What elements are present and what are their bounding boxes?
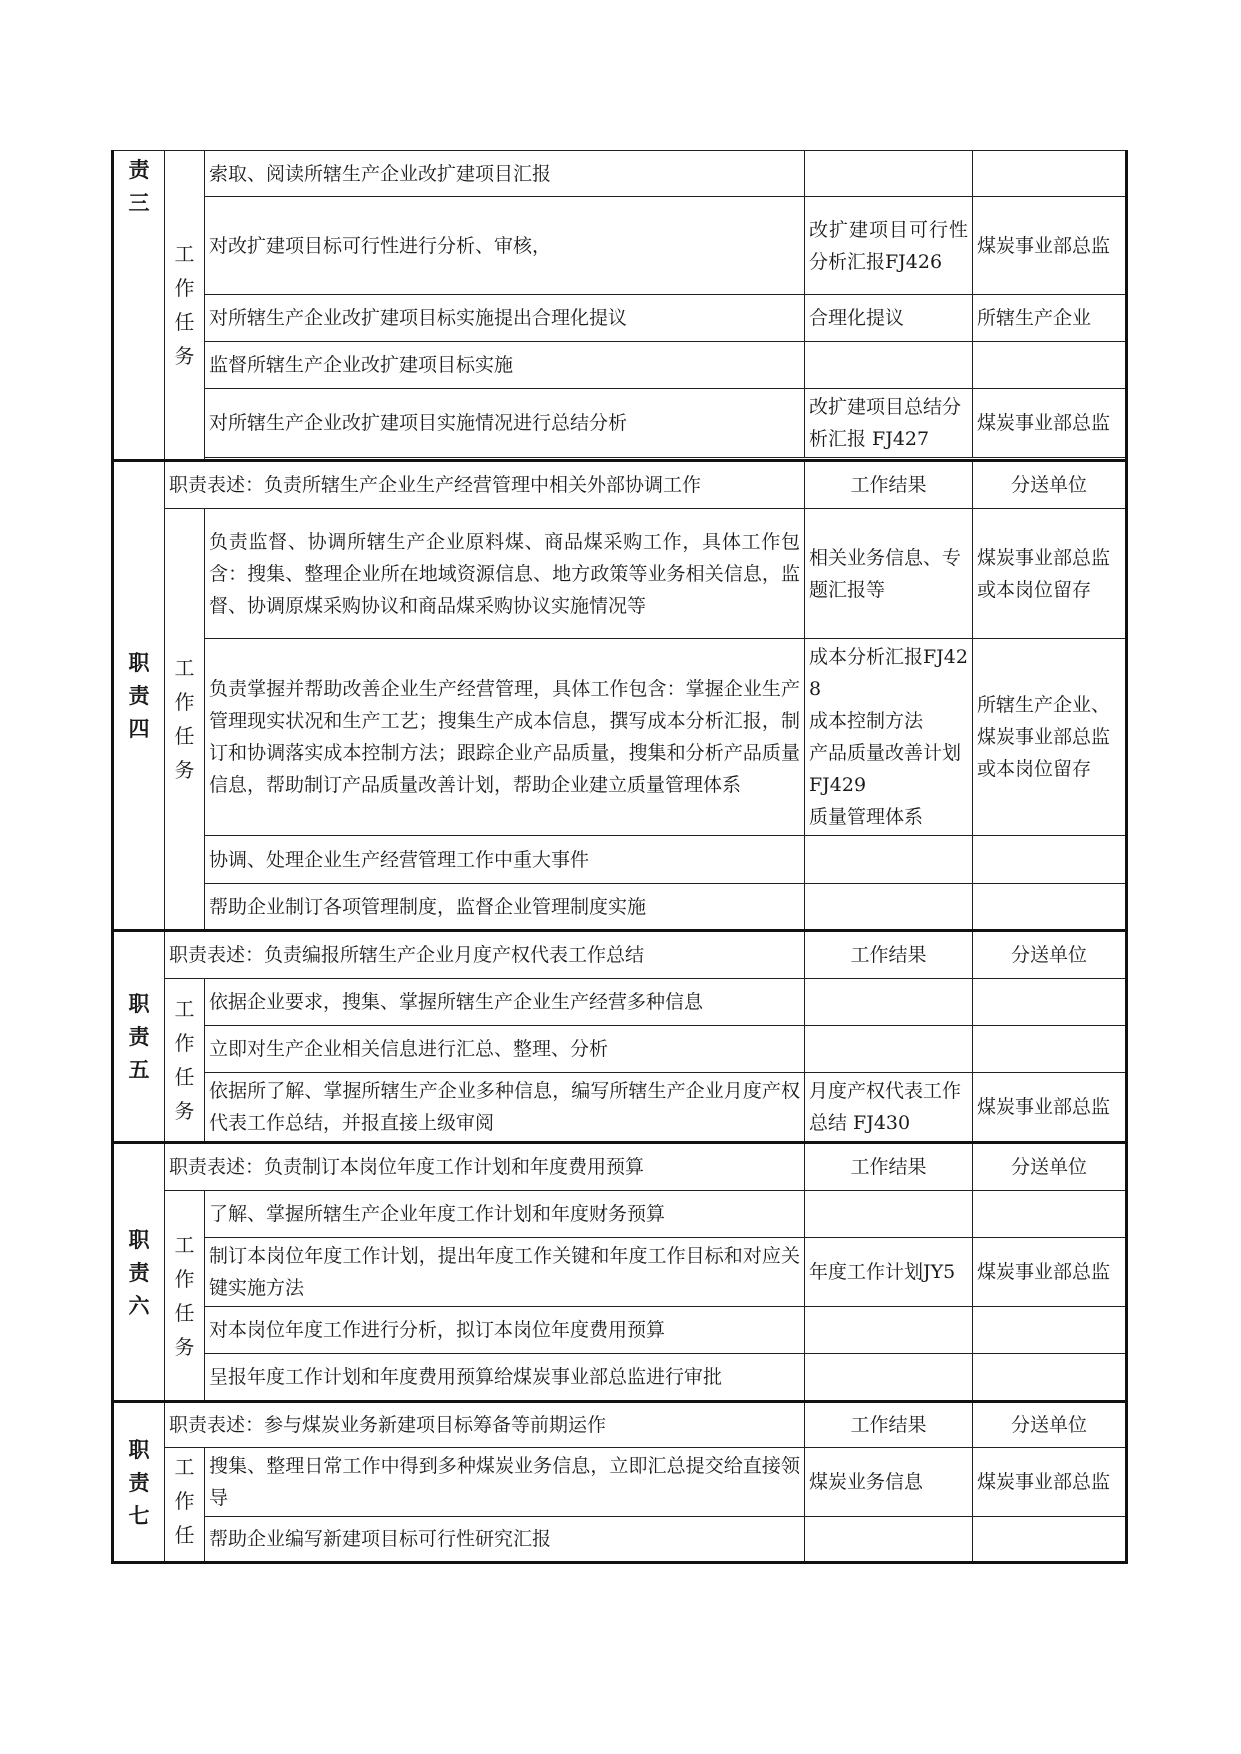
duty-description: 职责表述：参与煤炭业务新建项目标筹备等前期运作 xyxy=(165,1402,805,1448)
duty-description: 职责表述：负责所辖生产企业生产经营管理中相关外部协调工作 xyxy=(165,461,805,509)
task-cell: 对所辖生产企业改扩建项目实施情况进行总结分析 xyxy=(205,389,805,458)
task-cell: 对本岗位年度工作进行分析，拟订本岗位年度费用预算 xyxy=(205,1307,805,1354)
recipient-cell: 煤炭事业部总监 xyxy=(973,1073,1127,1143)
result-cell xyxy=(805,836,973,884)
task-label: 工作任务 xyxy=(165,151,205,461)
task-cell: 呈报年度工作计划和年度费用预算给煤炭事业部总监进行审批 xyxy=(205,1354,805,1402)
duty-table-page xyxy=(111,150,1125,1564)
task-cell: 依据所了解、掌握所辖生产企业多种信息，编写所辖生产企业月度产权代表工作总结，并报直接上级审阅 xyxy=(205,1073,805,1143)
result-header: 工作结果 xyxy=(805,461,973,509)
task-cell: 制订本岗位年度工作计划，提出年度工作关键和年度工作目标和对应关键实施方法 xyxy=(205,1238,805,1307)
result-cell xyxy=(805,151,973,197)
task-cell: 依据企业要求，搜集、掌握所辖生产企业生产经营多种信息 xyxy=(205,979,805,1026)
task-label: 工作任务 xyxy=(165,509,205,931)
recipient-cell xyxy=(973,1354,1127,1402)
duty-label: 职责七 xyxy=(113,1402,165,1563)
task-cell: 索取、阅读所辖生产企业改扩建项目汇报 xyxy=(205,151,805,197)
recipient-cell: 煤炭事业部总监或本岗位留存 xyxy=(973,509,1127,639)
recipient-header: 分送单位 xyxy=(973,1143,1127,1191)
recipient-cell xyxy=(973,1026,1127,1073)
result-cell: 合理化提议 xyxy=(805,295,973,342)
recipient-cell: 煤炭事业部总监 xyxy=(973,1238,1127,1307)
task-cell: 帮助企业编写新建项目标可行性研究汇报 xyxy=(205,1517,805,1563)
result-cell: 成本分析汇报FJ428 成本控制方法 产品质量改善计划 FJ429 质量管理体系 xyxy=(805,639,973,836)
task-cell: 对所辖生产企业改扩建项目标实施提出合理化提议 xyxy=(205,295,805,342)
result-cell xyxy=(805,1191,973,1238)
task-cell: 立即对生产企业相关信息进行汇总、整理、分析 xyxy=(205,1026,805,1073)
duty-label: 职责五 xyxy=(113,931,165,1143)
result-header: 工作结果 xyxy=(805,931,973,979)
result-header: 工作结果 xyxy=(805,1402,973,1448)
task-label: 工作任 xyxy=(165,1448,205,1563)
recipient-cell: 所辖生产企业、煤炭事业部总监或本岗位留存 xyxy=(973,639,1127,836)
result-cell xyxy=(805,1517,973,1563)
result-cell xyxy=(805,1026,973,1073)
task-cell: 监督所辖生产企业改扩建项目标实施 xyxy=(205,342,805,389)
result-cell: 改扩建项目总结分析汇报 FJ427 xyxy=(805,389,973,458)
recipient-cell xyxy=(973,342,1127,389)
recipient-cell: 煤炭事业部总监 xyxy=(973,197,1127,295)
result-cell: 年度工作计划JY5 xyxy=(805,1238,973,1307)
duty-label: 职责四 xyxy=(113,461,165,931)
result-header: 工作结果 xyxy=(805,1143,973,1191)
result-cell: 改扩建项目可行性分析汇报FJ426 xyxy=(805,197,973,295)
task-cell: 负责掌握并帮助改善企业生产经营管理，具体工作包含：掌握企业生产管理现实状况和生产工艺；搜集生产成本信息，撰写成本分析汇报，制订和协调落实成本控制方法；跟踪企业产品质量，搜集和分析产品质量信息，帮助制订产品质量改善计划，帮助企业建立质量管理体系 xyxy=(205,639,805,836)
task-cell: 帮助企业制订各项管理制度，监督企业管理制度实施 xyxy=(205,884,805,931)
task-cell: 了解、掌握所辖生产企业年度工作计划和年度财务预算 xyxy=(205,1191,805,1238)
recipient-cell: 煤炭事业部总监 xyxy=(973,389,1127,458)
task-cell: 搜集、整理日常工作中得到多种煤炭业务信息，立即汇总提交给直接领导 xyxy=(205,1448,805,1517)
result-cell xyxy=(805,1354,973,1402)
recipient-cell xyxy=(973,1307,1127,1354)
task-cell: 负责监督、协调所辖生产企业原料煤、商品煤采购工作，具体工作包含：搜集、整理企业所在地域资源信息、地方政策等业务相关信息，监督、协调原煤采购协议和商品煤采购协议实施情况等 xyxy=(205,509,805,639)
recipient-cell xyxy=(973,884,1127,931)
recipient-header: 分送单位 xyxy=(973,931,1127,979)
recipient-cell xyxy=(973,836,1127,884)
result-cell xyxy=(805,884,973,931)
result-cell xyxy=(805,979,973,1026)
recipient-cell xyxy=(973,979,1127,1026)
duty-table xyxy=(111,150,1128,1564)
duty-label: 责三 xyxy=(113,151,165,461)
recipient-cell: 所辖生产企业 xyxy=(973,295,1127,342)
recipient-cell xyxy=(973,1191,1127,1238)
task-label: 工作任务 xyxy=(165,1191,205,1402)
duty-label: 职责六 xyxy=(113,1143,165,1402)
result-cell xyxy=(805,342,973,389)
recipient-header: 分送单位 xyxy=(973,1402,1127,1448)
recipient-cell: 煤炭事业部总监 xyxy=(973,1448,1127,1517)
recipient-cell xyxy=(973,1517,1127,1563)
result-cell: 月度产权代表工作总结 FJ430 xyxy=(805,1073,973,1143)
result-cell: 煤炭业务信息 xyxy=(805,1448,973,1517)
result-cell xyxy=(805,1307,973,1354)
task-label: 工作任务 xyxy=(165,979,205,1143)
result-cell: 相关业务信息、专题汇报等 xyxy=(805,509,973,639)
duty-description: 职责表述：负责编报所辖生产企业月度产权代表工作总结 xyxy=(165,931,805,979)
task-cell: 协调、处理企业生产经营管理工作中重大事件 xyxy=(205,836,805,884)
recipient-cell xyxy=(973,151,1127,197)
recipient-header: 分送单位 xyxy=(973,461,1127,509)
duty-description: 职责表述：负责制订本岗位年度工作计划和年度费用预算 xyxy=(165,1143,805,1191)
task-cell: 对改扩建项目标可行性进行分析、审核， xyxy=(205,197,805,295)
